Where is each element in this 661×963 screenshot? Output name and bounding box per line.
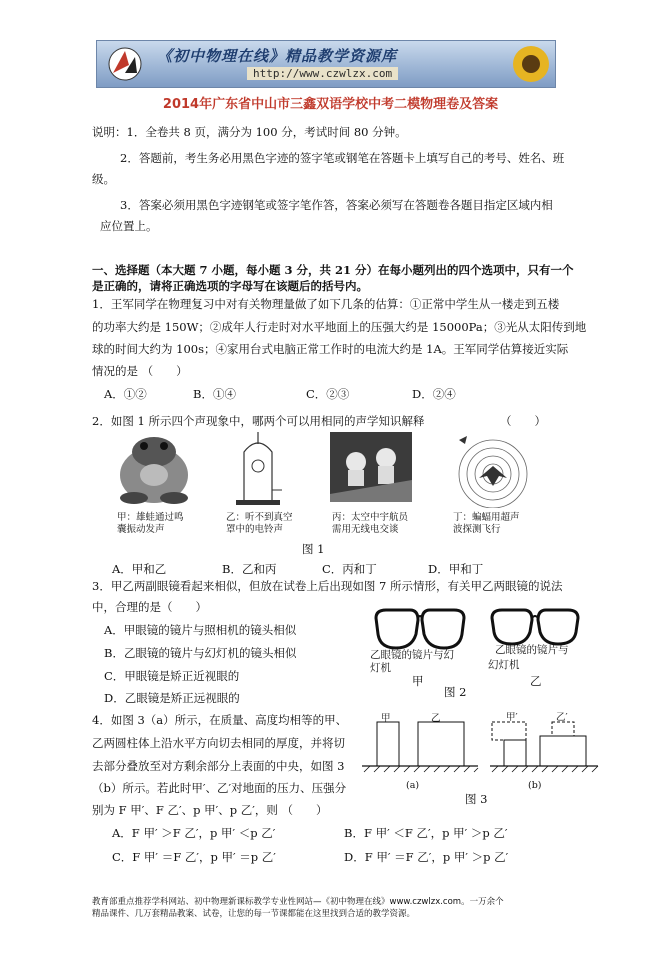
q2-option-b: B．乙和丙 xyxy=(222,562,277,576)
fig3a-cylinders xyxy=(360,712,480,774)
q4-option-b: B．F 甲′ ＜F 乙′，p 甲′ ＞p 乙′ xyxy=(344,826,508,840)
q3-option-c: C．甲眼镜是矫正近视眼的 xyxy=(104,669,240,683)
q1-option-a: A．①② xyxy=(104,387,147,401)
bat-sonar-illustration xyxy=(453,430,538,508)
banner-title: 《初中物理在线》精品教学资源库 xyxy=(157,47,398,65)
site-logo-icon xyxy=(105,45,145,83)
fig1-caption-jia-line1: 甲：雄蛙通过鸣 xyxy=(117,512,184,523)
fig2-text-left-line2: 灯机 xyxy=(370,662,391,674)
q1-line1: 1．王军同学在物理复习中对有关物理量做了如下几条的估算：①正常中学生从一楼走到五楼 xyxy=(92,297,560,311)
q3-line1: 3．甲乙两副眼镜看起来相似，但放在试卷上后出现如图 7 所示情形，有关甲乙两眼镜的说法 xyxy=(92,579,563,593)
note-3-line2: 应位置上。 xyxy=(100,219,158,233)
q4-option-d: D．F 甲′ ＝F 乙′，p 甲′ ＞p 乙′ xyxy=(344,850,509,864)
fig1-caption-ding-line2: 波探测飞行 xyxy=(453,524,501,535)
fig1-caption-jia-line2: 囊振动发声 xyxy=(117,524,165,535)
q1-line3: 球的时间大约为 100s；④家用台式电脑正常工作时的电流大约是 1A。王军同学估算接近实际 xyxy=(92,342,569,356)
fig1-caption-ding-line1: 丁：蝙蝠用超声 xyxy=(453,512,520,523)
frog-illustration xyxy=(112,430,197,508)
fig3b-label: (b) xyxy=(528,780,542,791)
fig2-text-right-line1: 乙眼镜的镜片与 xyxy=(495,644,569,656)
note-1: 说明：1．全卷共 8 页，满分为 100 分，考试时间 80 分钟。 xyxy=(92,125,407,139)
sunflower-icon xyxy=(501,41,555,87)
q2-option-c: C．丙和丁 xyxy=(322,562,377,576)
bell-jar-illustration xyxy=(232,430,284,508)
q2-option-a: A．甲和乙 xyxy=(112,562,167,576)
q2-bracket: （ ） xyxy=(500,414,546,428)
note-3-line1: 3．答案必须用黑色字迹钢笔或签字笔作答，答案必须写在答题卷各题目指定区域内相 xyxy=(120,198,553,212)
page-footer xyxy=(92,896,572,920)
q3-option-d: D．乙眼镜是矫正远视眼的 xyxy=(104,691,240,705)
fig3a-label-jia: 甲 xyxy=(381,713,391,724)
footer-line2: 精品课件、几万套精品教案、试卷，让您的每一节课都能在这里找到合适的教学资源。 xyxy=(92,909,416,919)
banner-url[interactable]: http://www.czwlzx.com xyxy=(247,67,398,80)
fig3b-label-yi: 乙′ xyxy=(556,712,568,723)
note-2-line1: 2．答题前，考生务必用黑色字迹的签字笔或钢笔在答题卡上填写自己的考号、姓名、班 xyxy=(120,151,565,165)
q2-stem: 2．如图 1 所示四个声现象中，哪两个可以用相同的声学知识解释 xyxy=(92,414,425,428)
fig3-label: 图 3 xyxy=(465,792,488,806)
fig1-caption-bing-line1: 丙：太空中宇航员 xyxy=(332,512,409,523)
fig1-caption-yi-line1: 乙：听不到真空 xyxy=(226,512,293,523)
fig3b-cylinders xyxy=(488,712,600,774)
q1-option-b: B．①④ xyxy=(193,387,236,401)
q4-line4: （b）所示。若此时甲′、乙′对地面的压力、压强分 xyxy=(92,781,347,795)
fig2-label: 图 2 xyxy=(444,685,467,699)
q1-line2: 的功率大约是 150W；②成年人行走时对水平地面上的压强大约是 15000Pa；③光从太阳传到地 xyxy=(92,320,587,334)
document-title: 2014年广东省中山市三鑫双语学校中考二模物理卷及答案 xyxy=(162,97,499,112)
astronauts-photo xyxy=(330,432,412,502)
note-2-line2: 级。 xyxy=(92,172,115,186)
q2-option-d: D．甲和丁 xyxy=(428,562,484,576)
fig1-caption-bing-line2: 需用无线电交谈 xyxy=(332,524,399,535)
q4-line5: 别为 F 甲′、F 乙′、p 甲′、p 乙′，则 （ ） xyxy=(92,803,328,817)
fig2-text-right-line2: 幻灯机 xyxy=(488,659,520,671)
fig3a-label-yi: 乙 xyxy=(431,713,441,724)
fig2-label-jia: 甲 xyxy=(412,674,424,688)
q3-option-a: A．甲眼镜的镜片与照相机的镜头相似 xyxy=(104,623,297,637)
q3-option-b: B．乙眼镜的镜片与幻灯机的镜头相似 xyxy=(104,646,297,660)
section-heading-line2: 是正确的，请将正确选项的字母写在该题后的括号内。 xyxy=(92,279,368,293)
fig3a-label: (a) xyxy=(406,780,420,791)
fig1-label: 图 1 xyxy=(302,542,325,556)
fig2-text-left-line1: 乙眼镜的镜片与幻 xyxy=(370,649,454,661)
q4-line1: 4．如图 3（a）所示，在质量、高度均相等的甲、 xyxy=(92,713,348,727)
q1-line4: 情况的是 （ ） xyxy=(92,364,188,378)
q1-option-c: C．②③ xyxy=(306,387,350,401)
q4-line2: 乙两圆柱体上沿水平方向切去相同的厚度，并将切 xyxy=(92,736,345,750)
fig3b-label-jia: 甲′ xyxy=(506,712,518,723)
q1-option-d: D．②④ xyxy=(412,387,456,401)
q4-option-a: A．F 甲′ ＞F 乙′，p 甲′ ＜p 乙′ xyxy=(112,826,276,840)
fig2-label-yi: 乙 xyxy=(530,674,542,688)
q3-line2: 中，合理的是（ ） xyxy=(92,600,207,614)
footer-line1: 教育部重点推荐学科网站、初中物理新课标教学专业性网站—《初中物理在线》www.czwlzx.com。一万余个 xyxy=(92,897,504,907)
section-heading-line1: 一、选择题（本大题 7 小题，每小题 3 分，共 21 分）在每小题列出的四个选项中，只有一个 xyxy=(92,263,574,277)
glasses-jia-illustration xyxy=(372,606,468,654)
site-banner xyxy=(96,40,556,88)
fig1-caption-yi-line2: 罩中的电铃声 xyxy=(226,524,284,535)
q4-line3: 去部分叠放至对方剩余部分上表面的中央，如图 3 xyxy=(92,759,345,773)
q4-option-c: C．F 甲′ ＝F 乙′，p 甲′ ＝p 乙′ xyxy=(112,850,276,864)
